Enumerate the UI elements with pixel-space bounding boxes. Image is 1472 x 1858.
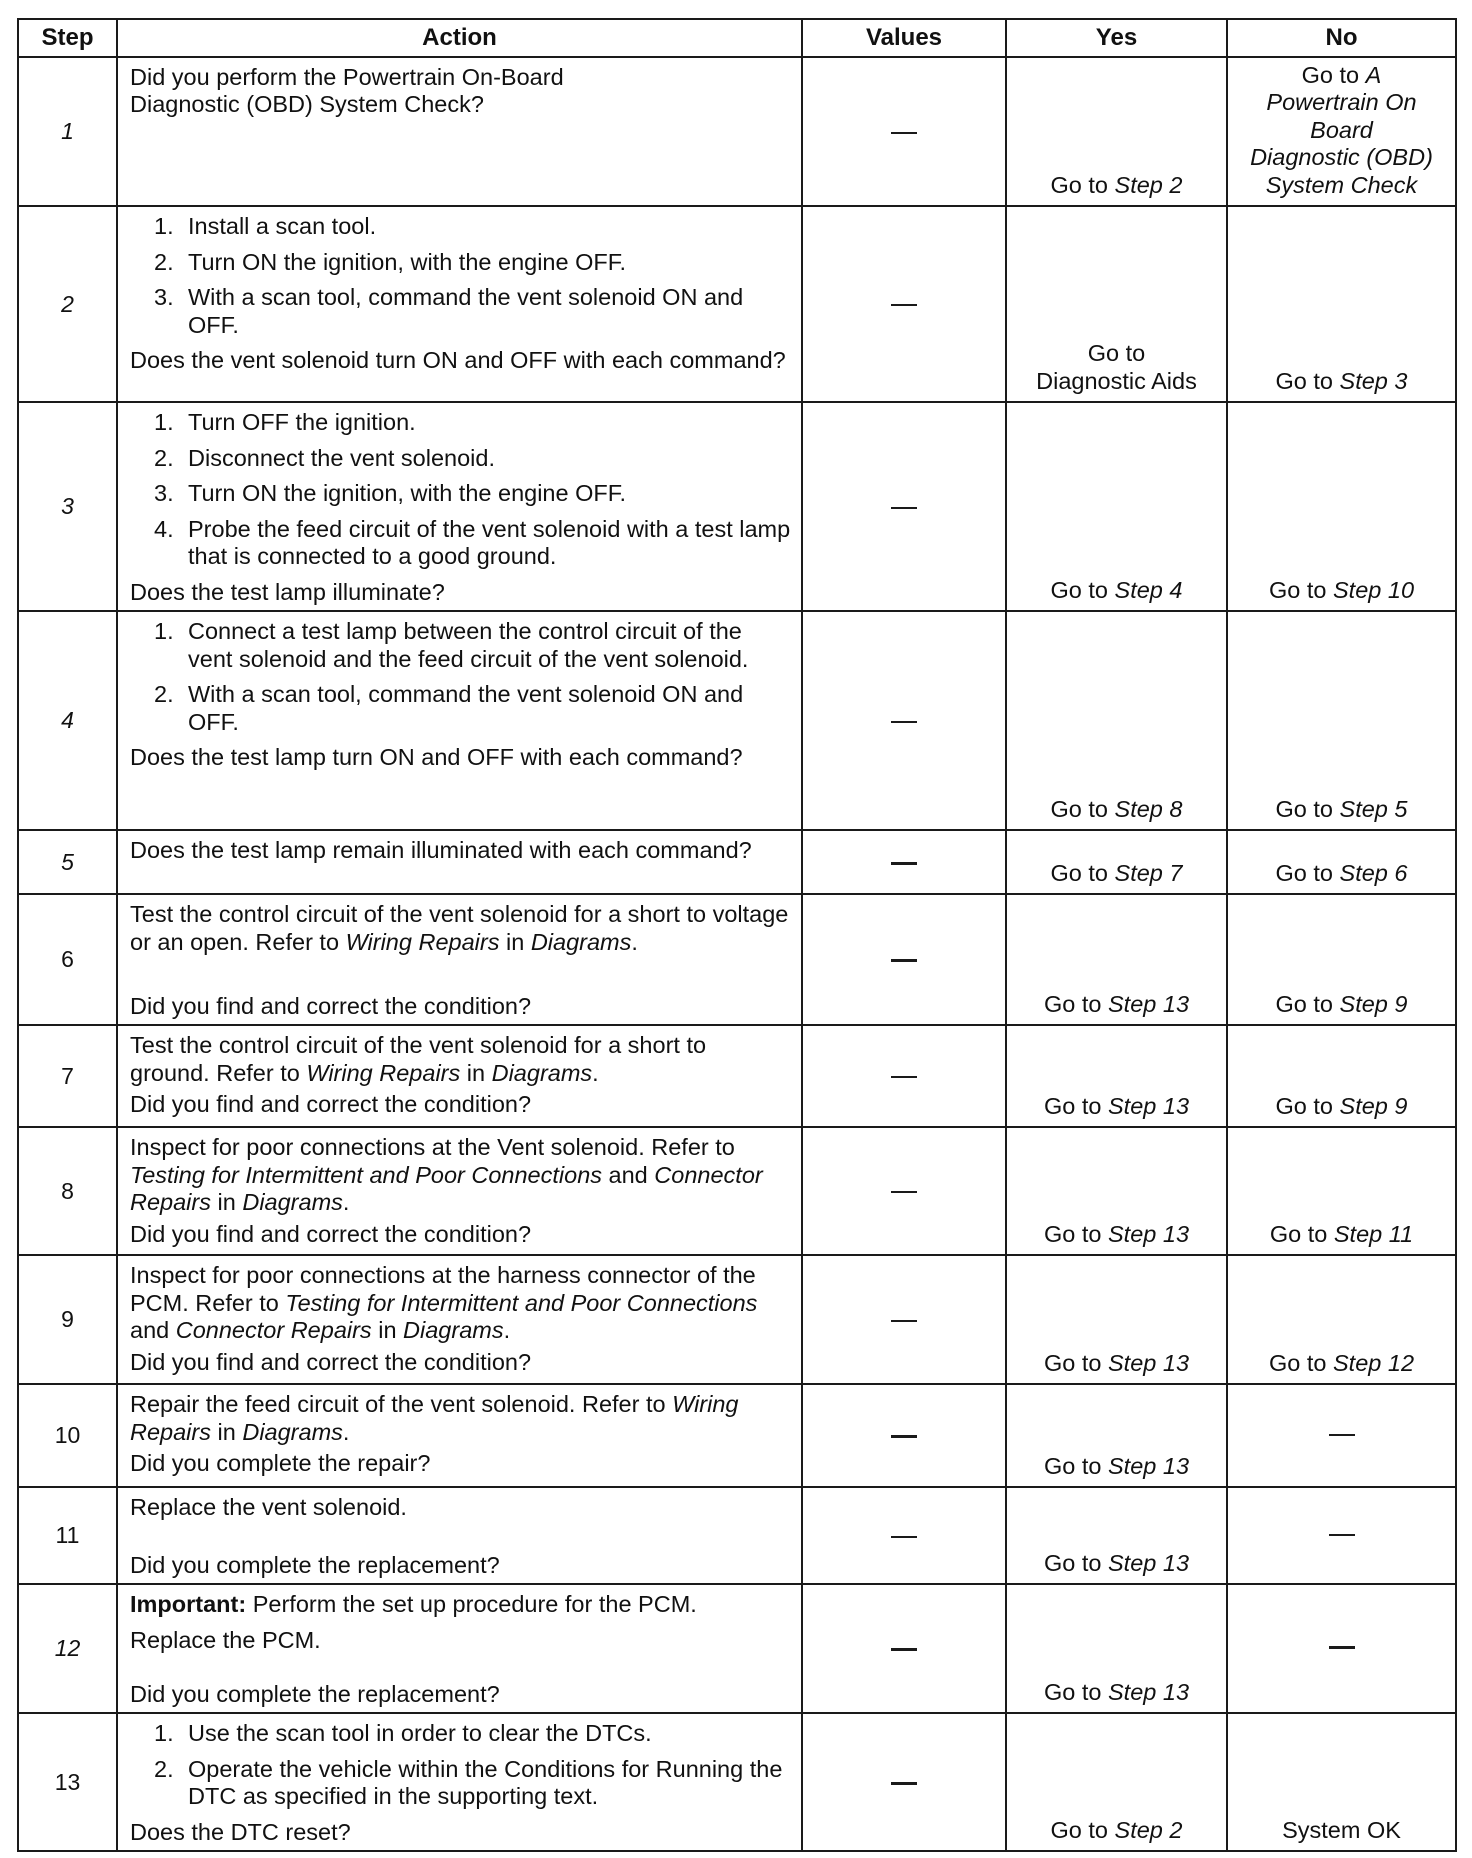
table-row [18,402,1456,611]
no-cell [1227,206,1456,402]
step-ref-link[interactable]: Step 3 [1339,367,1408,394]
system-ok-text: System OK [1282,1816,1401,1843]
table-row [18,206,1456,402]
no-cell [1227,1384,1456,1487]
wiring-repairs-link[interactable]: Wiring Repairs [306,1059,461,1086]
yes-cell [1006,1255,1227,1384]
yes-cell [1006,830,1227,894]
step-number: 8 [18,1127,117,1255]
dash-mark [891,1435,917,1438]
go-to-text: Go to [1269,1220,1328,1247]
dash-mark [891,959,917,962]
wiring-repairs-link[interactable]: Wiring Repairs [345,928,500,955]
connector-repairs-link[interactable]: Connector Repairs [175,1317,372,1344]
action-cell [117,206,802,402]
step-ref-link[interactable]: Step 8 [1114,795,1183,822]
header-step: Step [18,19,117,57]
substep: Use the scan tool in order to clear the DTCs. [188,1720,652,1747]
instruction-text: Repair the feed circuit of the vent solenoid. Refer to Wiring Repairs in Diagrams. [130,1391,739,1445]
go-to-text: Go to [1275,367,1333,394]
table-row [18,1255,1456,1384]
step-ref-link[interactable]: Step 13 [1108,1452,1190,1479]
action-cell [117,1487,802,1584]
testing-intermittent-link[interactable]: Testing for Intermittent and Poor Connections [130,1161,603,1188]
instruction-text: Replace the vent solenoid. [130,1494,407,1521]
no-cell [1227,1025,1456,1127]
table-row [18,1713,1456,1851]
table-row [18,1487,1456,1584]
go-to-text: Go to [1043,1220,1102,1247]
step-number: 5 [18,830,117,894]
obd-check-link[interactable]: A [1365,62,1382,88]
no-cell [1227,1713,1456,1851]
substep-list [130,1720,791,1810]
step-number: 4 [18,611,117,830]
table-row [18,1127,1456,1255]
go-to-text: Go to [1268,576,1327,603]
table-row [18,57,1456,206]
yes-cell [1006,57,1227,206]
yes-cell [1006,611,1227,830]
question-text: Does the test lamp illuminate? [130,578,445,605]
obd-check-link[interactable]: Powertrain On [1266,89,1417,116]
step-ref-link[interactable]: Step 10 [1333,576,1415,603]
step-ref-link[interactable]: Step 6 [1339,859,1408,886]
step-ref-link[interactable]: Step 13 [1108,990,1190,1017]
diagrams-link[interactable]: Diagrams [403,1317,504,1344]
dash-mark [891,1320,917,1322]
diagrams-link[interactable]: Diagrams [242,1418,343,1445]
substep-list [130,618,791,736]
step-number: 6 [18,894,117,1025]
dash-mark [891,1782,917,1785]
dash-mark [891,507,917,509]
substep: With a scan tool, command the vent solenoid ON and OFF. [188,284,744,338]
step-ref-link[interactable]: Step 13 [1108,1678,1190,1705]
yes-cell [1006,402,1227,611]
yes-cell [1006,1487,1227,1584]
no-cell [1227,611,1456,830]
header-row [18,19,1456,57]
instruction-text: Inspect for poor connections at the harness connector of the PCM. Refer to Testing for Intermittent and Poor Connections and Connector Repairs in Diagrams. [130,1262,758,1344]
step-ref-link[interactable]: Step 4 [1114,576,1183,603]
values-cell [802,1025,1006,1127]
dash-mark [891,721,917,723]
instruction-text: Test the control circuit of the vent solenoid for a short to voltage or an open. Refer to Wiring Repairs in Diagrams. [130,901,789,955]
question-text: Did you find and correct the condition? [130,992,532,1019]
action-cell [117,1255,802,1384]
substep: Connect a test lamp between the control circuit of the vent solenoid and the feed circuit of the vent solenoid. [188,618,749,672]
testing-intermittent-link[interactable]: Testing for Intermittent and Poor Connections [285,1289,758,1316]
no-cell [1227,894,1456,1025]
obd-check-link[interactable]: Diagnostic (OBD) [1250,144,1433,171]
action-cell [117,894,802,1025]
values-cell [802,894,1006,1025]
table-row [18,1384,1456,1487]
go-to-text: Go to [1043,1452,1102,1479]
no-cell [1227,1255,1456,1384]
wiring-repairs-link[interactable]: Wiring Repairs [130,1391,739,1445]
go-to-text: Go to [1268,1349,1327,1376]
step-ref-link[interactable]: Step 12 [1333,1349,1415,1376]
no-cell [1227,1584,1456,1713]
substep: Disconnect the vent solenoid. [188,444,495,471]
action-line: Diagnostic (OBD) System Check? [130,91,484,118]
action-cell [117,1127,802,1255]
go-to-text: Go to [1275,859,1333,886]
values-cell [802,206,1006,402]
diagnostic-table [17,18,1457,1852]
step-ref-link[interactable]: Step 2 [1114,171,1183,198]
yes-cell [1006,894,1227,1025]
action-cell [117,1584,802,1713]
dash-mark [891,1536,917,1538]
dash-mark [891,1191,917,1193]
action-line: Did you perform the Powertrain On-Board [130,64,564,90]
diagrams-link[interactable]: Diagrams [530,928,632,955]
diagrams-link[interactable]: Diagrams [242,1189,343,1216]
go-to-text: Go to [1050,576,1108,603]
dash-mark [1329,1534,1355,1536]
values-cell [802,57,1006,206]
action-cell [117,1384,802,1487]
values-cell [802,1384,1006,1487]
step-number: 3 [18,402,117,611]
instruction-text: Replace the PCM. [130,1626,321,1653]
go-to-text: Go to [1043,1549,1102,1576]
go-to-text: Go to [1050,795,1108,822]
step-ref-link[interactable]: Step 2 [1114,1816,1183,1843]
values-cell [802,1487,1006,1584]
values-cell [802,1255,1006,1384]
substep: With a scan tool, command the vent solenoid ON and OFF. [188,681,744,735]
go-to-text: Go to [1275,795,1333,822]
step-ref-link[interactable]: Step 13 [1108,1092,1190,1119]
yes-cell [1006,206,1227,402]
no-cell [1227,1127,1456,1255]
go-to-text: Go to [1275,990,1333,1017]
go-to-text: Go to [1050,1816,1108,1843]
values-cell [802,1713,1006,1851]
substep: Operate the vehicle within the Conditions for Running the DTC as specified in the supporting text. [188,1755,783,1810]
yes-cell [1006,1584,1227,1713]
action-cell [117,611,802,830]
question-text: Does the test lamp remain illuminated with each command? [130,837,752,864]
header-action: Action [117,19,802,57]
substep-list [130,409,791,570]
substep: Turn ON the ignition, with the engine OFF. [188,480,627,507]
dash-mark [891,1648,917,1651]
dash-mark [891,862,917,865]
dash-mark [1329,1434,1355,1436]
header-values: Values [802,19,1006,57]
step-number: 9 [18,1255,117,1384]
action-cell [117,402,802,611]
action-cell [117,57,802,206]
obd-check-link[interactable]: System Check [1265,171,1418,198]
values-cell [802,1584,1006,1713]
yes-cell [1006,1127,1227,1255]
action-cell [117,830,802,894]
question-text: Did you find and correct the condition? [130,1091,532,1118]
table-row [18,830,1456,894]
values-cell [802,1127,1006,1255]
step-number: 13 [18,1713,117,1851]
action-cell [117,1713,802,1851]
step-ref-link[interactable]: Step 9 [1339,990,1408,1017]
diagnostic-aids-link[interactable]: Diagnostic Aids [1036,367,1197,394]
step-number: 7 [18,1025,117,1127]
substep: Install a scan tool. [188,213,377,240]
dash-mark [891,304,917,306]
question-text: Does the vent solenoid turn ON and OFF with each command? [130,347,786,374]
go-to-text: Go to [1050,859,1108,886]
step-ref-link[interactable]: Step 11 [1333,1220,1414,1247]
no-cell [1227,402,1456,611]
question-text: Did you complete the replacement? [130,1680,500,1707]
instruction-text: Inspect for poor connections at the Vent solenoid. Refer to Testing for Intermittent and Poor Connections and Connector Repairs in Diagrams. [130,1134,763,1216]
question-text: Does the DTC reset? [130,1818,351,1845]
substep-list [130,213,791,339]
question-text: Does the test lamp turn ON and OFF with each command? [130,744,743,771]
action-cell [117,1025,802,1127]
go-to-text: Go to [1050,171,1108,198]
step-number: 1 [18,57,117,206]
step-ref-link[interactable]: Step 9 [1339,1092,1408,1119]
step-number: 11 [18,1487,117,1584]
connector-repairs-link[interactable]: Connector Repairs [130,1161,763,1216]
yes-cell [1006,1713,1227,1851]
question-text: Did you find and correct the condition? [130,1348,532,1375]
diagrams-link[interactable]: Diagrams [491,1059,593,1086]
values-cell [802,402,1006,611]
substep: Turn OFF the ignition. [188,409,416,436]
no-cell [1227,57,1456,206]
go-to-text: Go to [1043,990,1102,1017]
step-number: 10 [18,1384,117,1487]
yes-cell [1006,1384,1227,1487]
go-to-text: Go to [1301,62,1360,88]
step-ref-link[interactable]: Step 13 [1108,1549,1190,1576]
step-ref-link[interactable]: Step 7 [1114,859,1183,886]
table-row [18,894,1456,1025]
dash-mark [891,132,917,134]
header-yes: Yes [1006,19,1227,57]
step-number: 2 [18,206,117,402]
step-ref-link[interactable]: Step 13 [1108,1349,1190,1376]
table-row [18,611,1456,830]
step-ref-link[interactable]: Step 5 [1339,795,1408,822]
obd-check-link[interactable]: Board [1310,116,1373,143]
question-text: Did you complete the repair? [130,1450,431,1477]
values-cell [802,830,1006,894]
go-to-text: Go to [1043,1678,1102,1705]
values-cell [802,611,1006,830]
table-row [18,1025,1456,1127]
substep: Turn ON the ignition, with the engine OFF. [188,248,627,275]
go-to-text: Go to [1275,1092,1333,1119]
instruction-text: Test the control circuit of the vent solenoid for a short to ground. Refer to Wiring Repairs in Diagrams. [130,1032,707,1086]
important-note: Important: Perform the set up procedure for the PCM. [130,1591,697,1618]
header-no: No [1227,19,1456,57]
step-number: 12 [18,1584,117,1713]
substep: Probe the feed circuit of the vent solenoid with a test lamp that is connected to a good ground. [188,515,791,570]
table-row [18,1584,1456,1713]
no-cell [1227,830,1456,894]
step-ref-link[interactable]: Step 13 [1108,1220,1190,1247]
go-to-text: Go to [1087,340,1146,367]
important-label: Important: [130,1591,247,1618]
go-to-text: Go to [1043,1349,1102,1376]
dash-mark [1329,1646,1355,1649]
dash-mark [891,1076,917,1078]
yes-cell [1006,1025,1227,1127]
question-text: Did you complete the replacement? [130,1551,500,1578]
go-to-text: Go to [1043,1092,1102,1119]
no-cell [1227,1487,1456,1584]
question-text: Did you find and correct the condition? [130,1220,532,1247]
